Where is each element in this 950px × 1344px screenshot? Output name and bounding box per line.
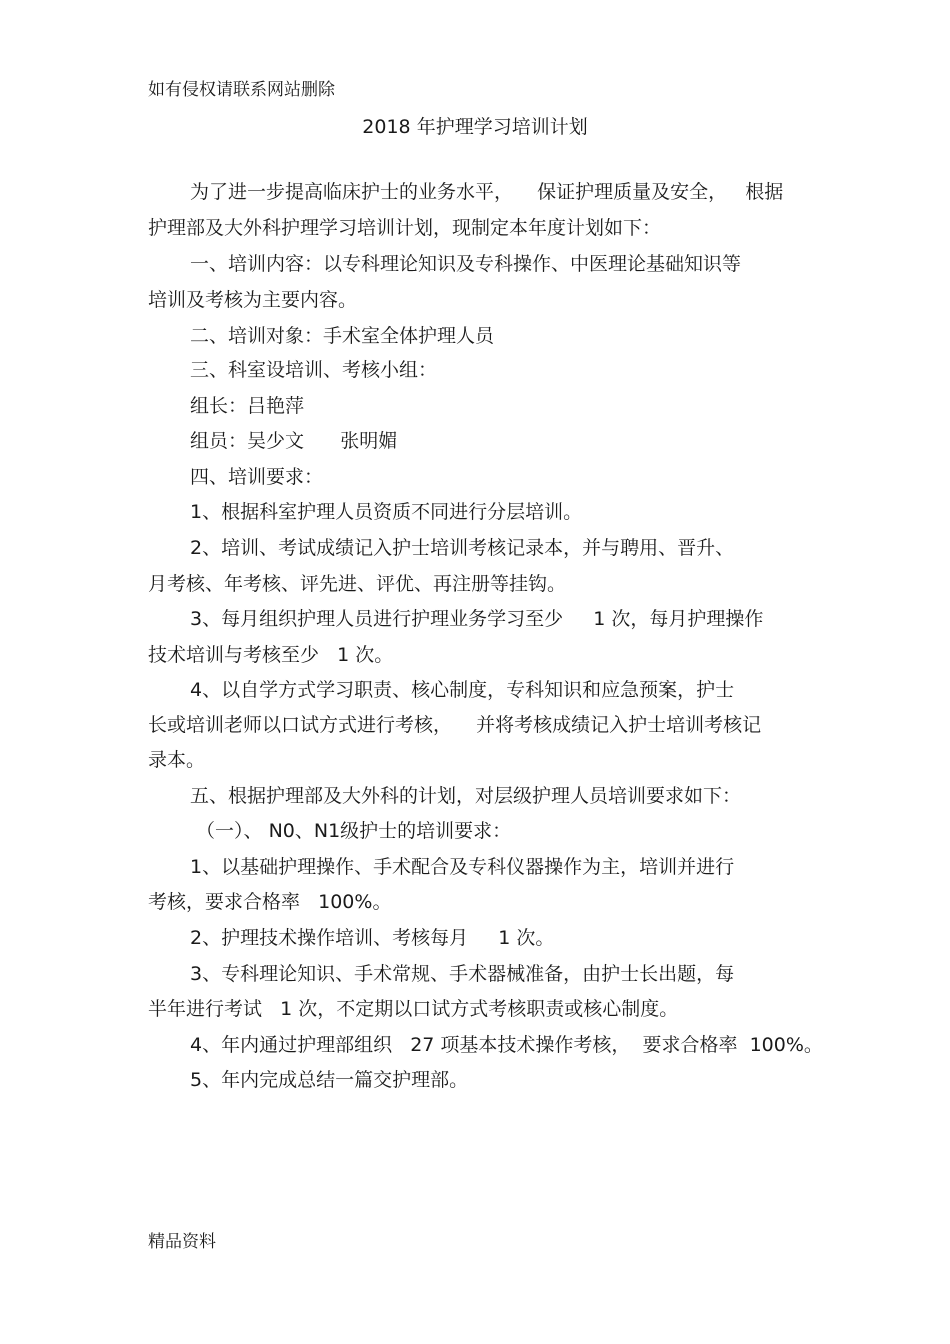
- body-line: 五、根据护理部及大外科的计划，对层级护理人员培训要求如下：: [190, 785, 742, 807]
- body-line: 4、年内通过护理部组织 27 项基本技术操作考核， 要求合格率 100%。: [190, 1034, 823, 1056]
- body-line: 培训及考核为主要内容。: [148, 289, 358, 311]
- body-line: 1、以基础护理操作、手术配合及专科仪器操作为主，培训并进行: [190, 856, 735, 878]
- body-line: 四、培训要求：: [190, 466, 324, 488]
- body-line: 技术培训与考核至少 1 次。: [148, 644, 394, 666]
- body-line: 录本。: [148, 749, 206, 771]
- body-line: 一、培训内容：以专科理论知识及专科操作、中医理论基础知识等: [190, 253, 742, 275]
- body-line: 2、培训、考试成绩记入护士培训考核记录本，并与聘用、晋升、: [190, 537, 735, 559]
- body-line: 1、根据科室护理人员资质不同进行分层培训。: [190, 501, 583, 523]
- body-line: 二、培训对象：手术室全体护理人员: [190, 325, 495, 347]
- body-line: 三、科室设培训、考核小组：: [190, 359, 438, 381]
- body-line: 组员：吴少文 张明媚: [190, 430, 398, 452]
- body-line: 组长：吕艳萍: [190, 395, 305, 417]
- body-line: 考核，要求合格率 100%。: [148, 891, 392, 913]
- body-line: 4、以自学方式学习职责、核心制度，专科知识和应急预案，护士: [190, 679, 735, 701]
- body-line: 2、护理技术操作培训、考核每月 1 次。: [190, 927, 555, 949]
- body-line: 3、专科理论知识、手术常规、手术器械准备，由护士长出题，每: [190, 963, 735, 985]
- body-line: 月考核、年考核、评先进、评优、再注册等挂钩。: [148, 573, 567, 595]
- body-line: 5、年内完成总结一篇交护理部。: [190, 1069, 469, 1091]
- footer-note: 精品资料: [148, 1232, 216, 1252]
- body-line: 3、每月组织护理人员进行护理业务学习至少 1 次，每月护理操作: [190, 608, 764, 630]
- body-line: 护理部及大外科护理学习培训计划，现制定本年度计划如下：: [148, 217, 662, 239]
- body-line: 为了进一步提高临床护士的业务水平， 保证护理质量及安全， 根据: [190, 181, 784, 203]
- header-note: 如有侵权请联系网站删除: [148, 80, 335, 100]
- document-title: 2018 年护理学习培训计划: [362, 116, 588, 138]
- body-line: （一）、 N0、N1级护士的培训要求：: [190, 820, 512, 842]
- body-line: 半年进行考试 1 次，不定期以口试方式考核职责或核心制度。: [148, 998, 679, 1020]
- body-line: 长或培训老师以口试方式进行考核， 并将考核成绩记入护士培训考核记: [148, 714, 762, 736]
